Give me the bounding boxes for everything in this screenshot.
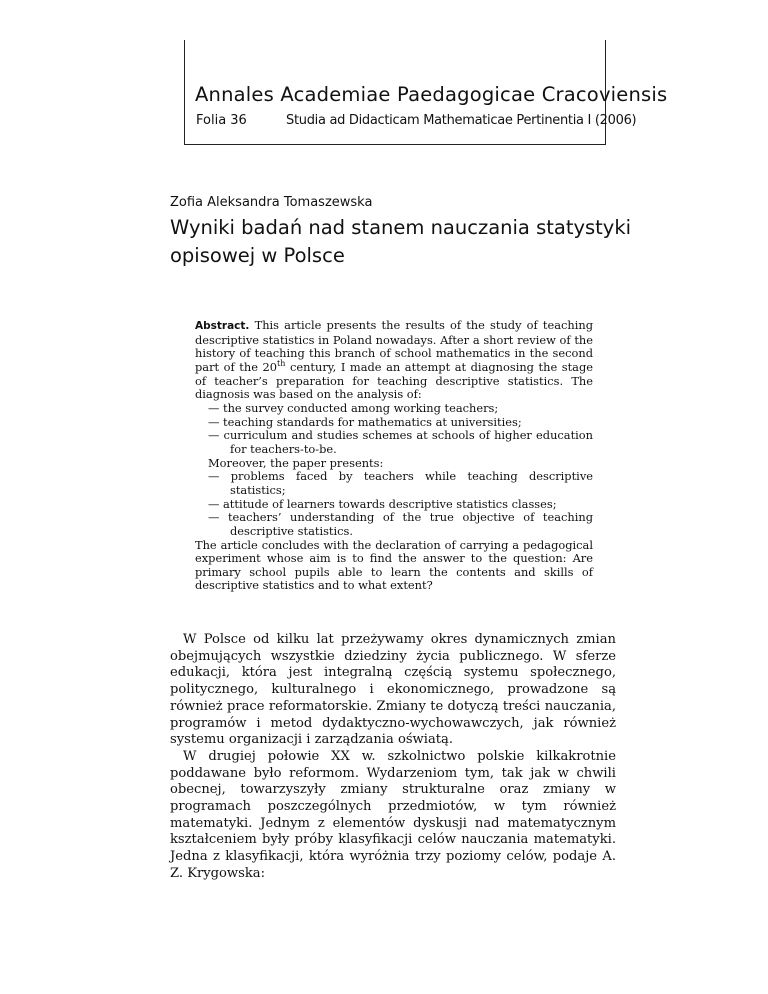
body-text — [170, 632, 616, 883]
analysis-list — [195, 402, 593, 457]
list-item: — the survey conducted among working teachers; — [208, 400, 499, 415]
superscript-th: th — [277, 359, 286, 369]
abstract-intro-text-cont: century, I made an attempt at diagnosing the stage of teacher’s preparation for teaching descriptive statistics. The diagnosis was based on the analysis of: — [195, 359, 593, 402]
list-item: — curriculum and studies schemes at schools of higher education for teachers-to-be. — [208, 428, 593, 456]
folio-number: Folia 36 — [196, 113, 247, 128]
presents-list — [195, 470, 593, 538]
list-item: — problems faced by teachers while teaching descriptive statistics; — [208, 469, 593, 497]
abstract-conclusion: The article concludes with the declaration of carrying a pedagogical experiment whose aim is to find the answer to the question: Are primary school pupils able to learn the contents and skills of descriptive statistics and to what extent? — [195, 537, 593, 593]
series-title: Studia ad Didacticam Mathematicae Pertinentia I (2006) — [286, 113, 637, 128]
article-title: Wyniki badań nad stanem nauczania statystyki opisowej w Polsce — [170, 216, 632, 267]
abstract-intro — [195, 319, 593, 402]
journal-title: Annales Academiae Paedagogicae Cracoviensis — [195, 83, 668, 106]
list-item: — teaching standards for mathematics at universities; — [208, 414, 522, 429]
body-paragraph: W drugiej połowie XX w. szkolnictwo polskie kilkakrotnie poddawane było reformom. Wydarzeniom tym, tak jak w chwili obecnej, towarzyszyły zmiany strukturalne oraz zmiany w programach poszczególnych przedmiotów, w tym również matematyki. Jednym z elementów dyskusji nad matematycznym kształceniem były próby klasyfikacji celów nauczania matematyki. Jedna z klasyfikacji, która wyróżnia trzy poziomy celów, podaje A. Z. Krygowska: — [170, 748, 616, 881]
list-item: — teachers’ understanding of the true objective of teaching descriptive statistics. — [208, 510, 593, 538]
abstract-label: Abstract. — [195, 320, 250, 332]
list-item: — attitude of learners towards descriptive statistics classes; — [208, 496, 557, 511]
abstract-intro-text: This article presents the results of the study of teaching descriptive statistics in Poland nowadays. After a short review of the history of teaching this branch of school mathematics in the second part of the 20 — [195, 318, 593, 374]
abstract-moreover: Moreover, the paper presents: — [208, 455, 384, 470]
author-name: Zofia Aleksandra Tomaszewska — [170, 195, 373, 210]
body-paragraph: W Polsce od kilku lat przeżywamy okres dynamicznych zmian obejmujących wszystkie dziedziny życia publicznego. W sferze edukacji, która jest integralną częścią systemu społecznego, politycznego, kulturalnego i ekonomicznego, prowadzone są również prace reformatorskie. Zmiany te dotyczą treści nauczania, programów i metod dydaktyczno-wychowawczych, jak również systemu organizacji i zarządzania oświatą. — [170, 632, 616, 748]
abstract — [195, 319, 593, 593]
